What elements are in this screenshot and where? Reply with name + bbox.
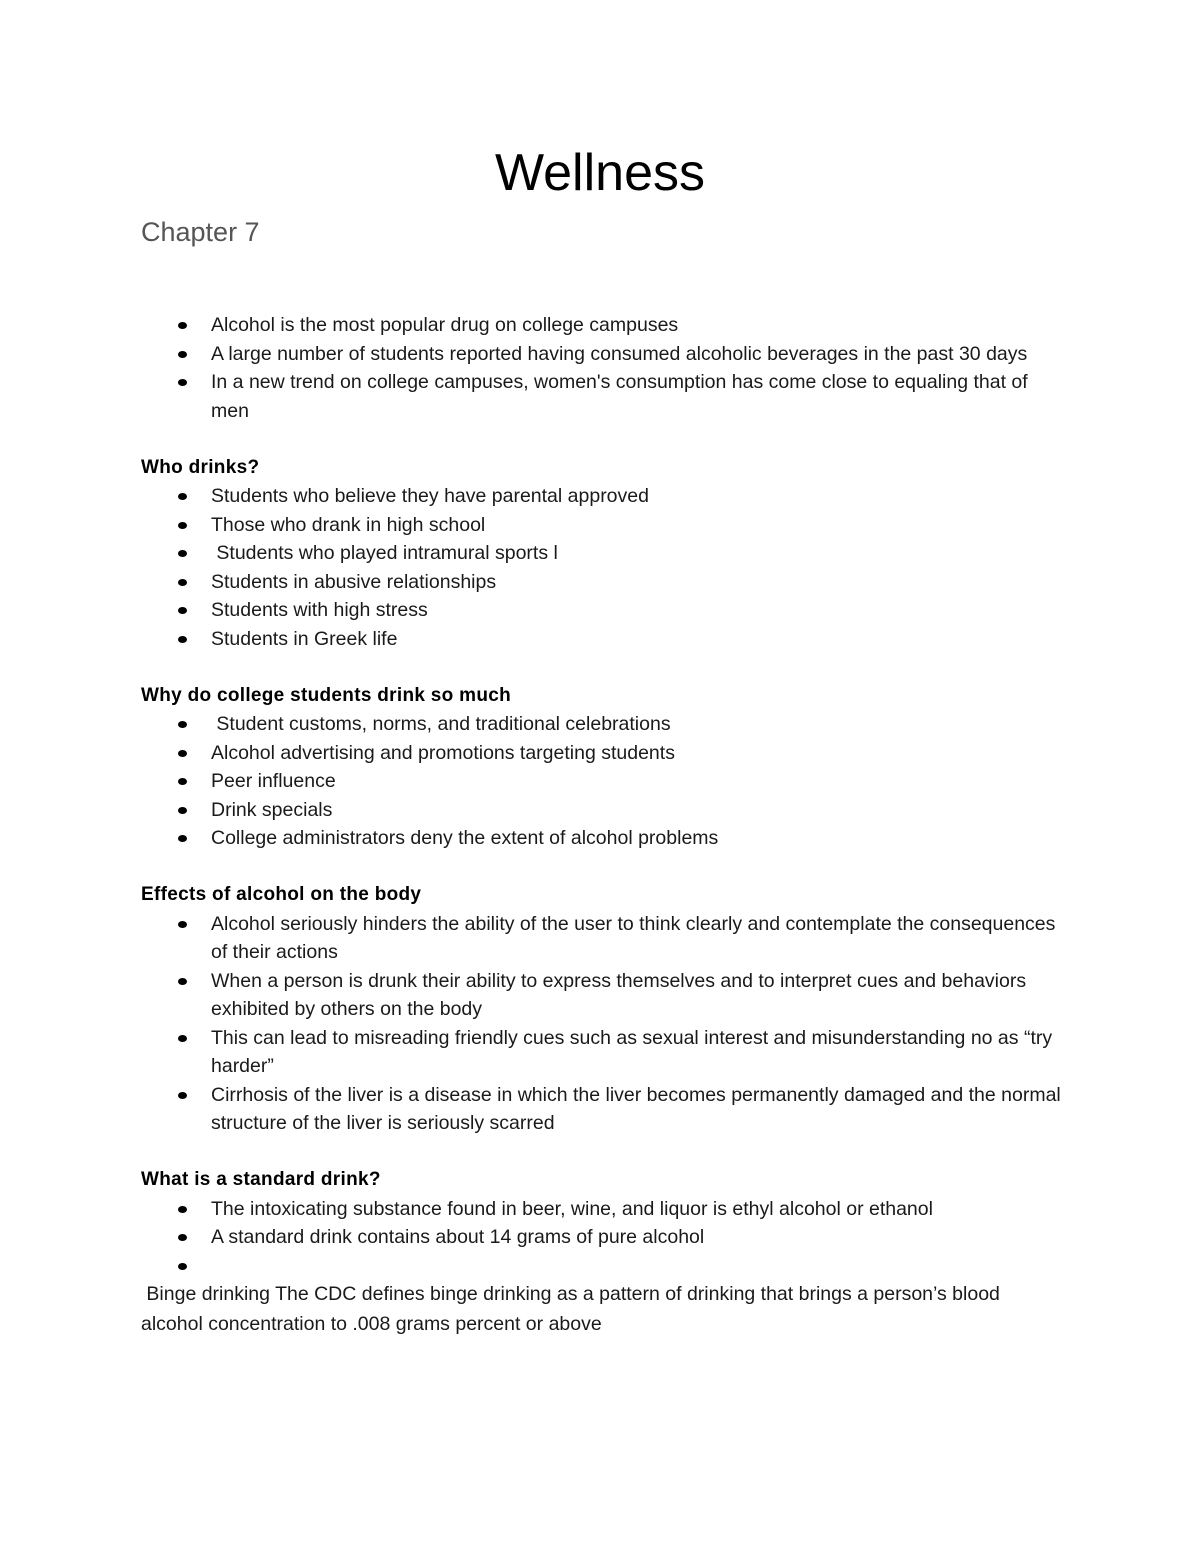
bullet-icon — [178, 1263, 187, 1270]
list-item-text: Students who believe they have parental approved — [211, 485, 649, 507]
list-item — [141, 767, 1061, 796]
list-item — [141, 1252, 1061, 1281]
why-drink-list — [141, 710, 1061, 853]
list-item — [141, 1081, 1061, 1138]
standard-drink-list — [141, 1195, 1061, 1281]
list-item — [141, 1223, 1061, 1252]
intro-section — [141, 311, 1061, 425]
bullet-icon — [178, 1234, 187, 1241]
list-item — [141, 511, 1061, 540]
list-item — [141, 311, 1061, 340]
list-item — [141, 596, 1061, 625]
who-drinks-list — [141, 482, 1061, 653]
list-item — [141, 796, 1061, 825]
standard-drink-section — [141, 1166, 1061, 1339]
bullet-icon — [178, 351, 187, 358]
list-item-text: Alcohol advertising and promotions targeting students — [211, 741, 675, 764]
list-item-text: Alcohol is the most popular drug on college campuses — [211, 314, 679, 336]
bullet-icon — [178, 750, 187, 757]
list-item — [141, 739, 1061, 768]
list-item-text: College administrators deny the extent of alcohol problems — [211, 827, 719, 849]
list-item-text: This can lead to misreading friendly cues such as sexual interest and misunderstanding no as “try harder” — [211, 1026, 1053, 1077]
bullet-icon — [178, 579, 187, 586]
list-item-text: When a person is drunk their ability to express themselves and to interpret cues and behaviors exhibited by others on the body — [211, 969, 1027, 1020]
effects-section — [141, 881, 1061, 1138]
section-heading: Who drinks? — [141, 456, 260, 478]
spacer — [141, 1138, 1061, 1167]
spacer — [141, 653, 1061, 682]
spacer — [141, 425, 1061, 454]
bullet-icon — [178, 322, 187, 329]
list-item — [141, 539, 1061, 568]
bullet-icon — [178, 978, 187, 985]
document-body — [141, 311, 1061, 1339]
list-item — [141, 1195, 1061, 1224]
section-heading: Why do college students drink so much — [141, 684, 512, 706]
bullet-icon — [178, 721, 187, 728]
list-item-text: Alcohol seriously hinders the ability of the user to think clearly and contemplate the consequences of their actions — [211, 912, 1056, 963]
why-drink-section — [141, 682, 1061, 853]
section-heading: What is a standard drink? — [141, 1169, 381, 1190]
list-item-text: The intoxicating substance found in beer, wine, and liquor is ethyl alcohol or ethanol — [211, 1197, 933, 1220]
list-item — [141, 482, 1061, 511]
bullet-icon — [178, 778, 187, 785]
list-item-text: In a new trend on college campuses, women's consumption has come close to equaling that of men — [211, 371, 1028, 422]
bullet-icon — [178, 379, 187, 386]
list-item — [141, 368, 1061, 425]
spacer — [141, 853, 1061, 882]
list-item-text: A standard drink contains about 14 grams of pure alcohol — [211, 1226, 705, 1248]
bullet-icon — [178, 1092, 187, 1099]
bullet-icon — [178, 807, 187, 814]
list-item-text: Student customs, norms, and traditional celebrations — [211, 713, 671, 735]
list-item-text: Students in abusive relationships — [211, 570, 497, 593]
binge-drinking-paragraph: Binge drinking The CDC defines binge drinking as a pattern of drinking that brings a person’s blood alcohol concentration to .008 grams percent or above — [141, 1283, 1006, 1335]
intro-list — [141, 311, 1061, 425]
list-item — [141, 710, 1061, 739]
chapter-subtitle: Chapter 7 — [141, 217, 260, 247]
bullet-icon — [178, 522, 187, 529]
bullet-icon — [178, 550, 187, 557]
bullet-icon — [178, 921, 187, 928]
bullet-icon — [178, 636, 187, 643]
list-item-text: A large number of students reported having consumed alcoholic beverages in the past 30 days — [211, 342, 1028, 365]
section-heading: Effects of alcohol on the body — [141, 884, 422, 905]
list-item-text: Students with high stress — [211, 599, 428, 621]
list-item — [141, 340, 1061, 369]
list-item — [141, 568, 1061, 597]
list-item-text: Peer influence — [211, 770, 336, 792]
bullet-icon — [178, 1035, 187, 1042]
bullet-icon — [178, 835, 187, 842]
list-item — [141, 824, 1061, 853]
who-drinks-section — [141, 454, 1061, 654]
page-title: Wellness — [494, 144, 705, 202]
list-item — [141, 910, 1061, 967]
list-item-text: Students in Greek life — [211, 627, 398, 650]
effects-list — [141, 910, 1061, 1138]
bullet-icon — [178, 493, 187, 500]
bullet-icon — [178, 607, 187, 614]
list-item-text: Those who drank in high school — [211, 513, 486, 536]
list-item-text: Drink specials — [211, 798, 333, 821]
list-item-text: Students who played intramural sports l — [211, 542, 558, 564]
list-item-text: Cirrhosis of the liver is a disease in which the liver becomes permanently damaged and the normal structure of the liver is seriously scarred — [211, 1083, 1061, 1134]
bullet-icon — [178, 1206, 187, 1213]
list-item — [141, 1024, 1061, 1081]
list-item — [141, 625, 1061, 654]
list-item — [141, 967, 1061, 1024]
